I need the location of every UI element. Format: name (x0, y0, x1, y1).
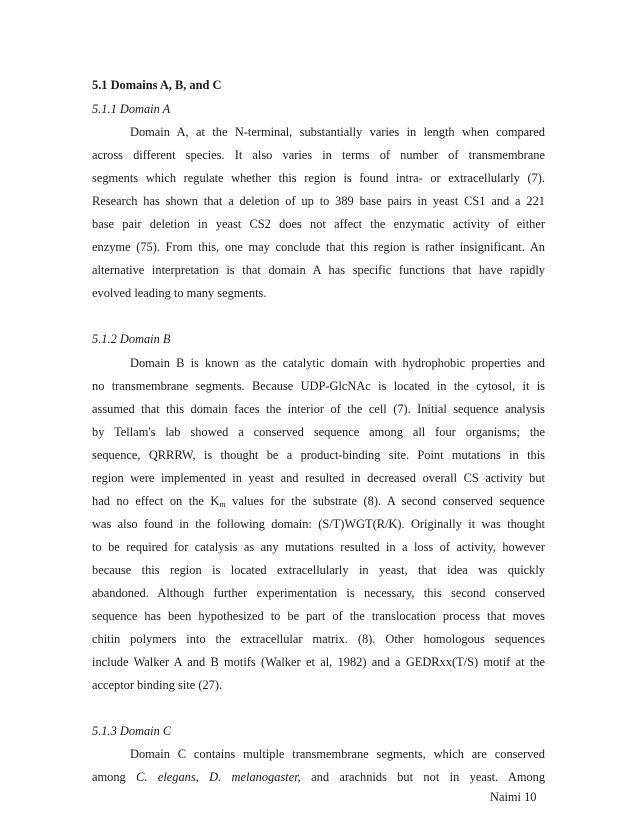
paragraph-line: alternative interpretation is that domain A has specific functions that have rapidly (92, 263, 545, 277)
paragraph-line: evolved leading to many segments. (92, 286, 267, 300)
paragraph-line: abandoned. Although further experimentation is necessary, this second conserved (92, 586, 545, 600)
species-names: C. elegans, D. melanogaster, (136, 770, 301, 784)
paragraph-line: to be required for catalysis as any mutations resulted in a loss of activity, however (92, 540, 545, 554)
paragraph-line: across different species. It also varies in terms of number of transmembrane (92, 148, 545, 162)
text-pre: among (92, 770, 137, 784)
paragraph-line: because this region is located extracellularly in yeast, that idea was quickly (92, 563, 545, 577)
paragraph-line: segments which regulate whether this region is found intra- or extracellularly (7). (92, 171, 545, 185)
subsection-title-domain-b: 5.1.2 Domain B (92, 332, 171, 346)
text-post: and arachnids but not in yeast. Among (300, 770, 546, 784)
paragraph-line: assumed that this domain faces the interior of the cell (7). Initial sequence analysis (92, 402, 545, 416)
paragraph-line: base pair deletion in yeast CS2 does not affect the enzymatic activity of either (92, 217, 545, 231)
paragraph-line: Domain C contains multiple transmembrane segments, which are conserved (130, 747, 545, 761)
paragraph-line: no transmembrane segments. Because UDP-GlcNAc is located in the cytosol, it is (92, 379, 545, 393)
paragraph-line: sequence has been hypothesized to be part of the translocation process that moves (92, 609, 545, 623)
subsection-title-domain-a: 5.1.1 Domain A (92, 102, 171, 116)
page-number: Naimi 10 (490, 790, 537, 804)
km-subscript: m (219, 500, 226, 509)
km-text-pre: had no effect on the K (92, 494, 220, 508)
paragraph-line: chitin polymers into the extracellular matrix. (8). Other homologous sequences (92, 632, 545, 646)
paragraph-line: Domain B is known as the catalytic domain with hydrophobic properties and (130, 356, 545, 370)
section-heading: 5.1 Domains A, B, and C (92, 78, 222, 92)
paragraph-line: Domain A, at the N-terminal, substantially varies in length when compared (130, 125, 545, 139)
paragraph-line: was also found in the following domain: (S/T)WGT(R/K). Originally it was thought (92, 517, 545, 531)
paragraph-line: include Walker A and B motifs (Walker et al, 1982) and a GEDRxx(T/S) motif at the (92, 655, 545, 669)
paragraph-line: region were implemented in yeast and resulted in decreased overall CS activity but (92, 471, 545, 485)
paragraph-line: sequence, QRRRW, is thought be a product-binding site. Point mutations in this (92, 448, 545, 462)
km-text-post: values for the substrate (8). A second conserved sequence (225, 494, 545, 508)
paragraph-line: Research has shown that a deletion of up to 389 base pairs in yeast CS1 and a 221 (92, 194, 545, 208)
paragraph-line: acceptor binding site (27). (92, 678, 223, 692)
paragraph-line: by Tellam's lab showed a conserved sequence among all four organisms; the (92, 425, 545, 439)
paragraph-line: enzyme (75). From this, one may conclude that this region is rather insignificant. An (92, 240, 545, 254)
subsection-title-domain-c: 5.1.3 Domain C (92, 724, 172, 738)
paragraph-line-km (92, 493, 545, 509)
paragraph-line-species (92, 769, 545, 785)
